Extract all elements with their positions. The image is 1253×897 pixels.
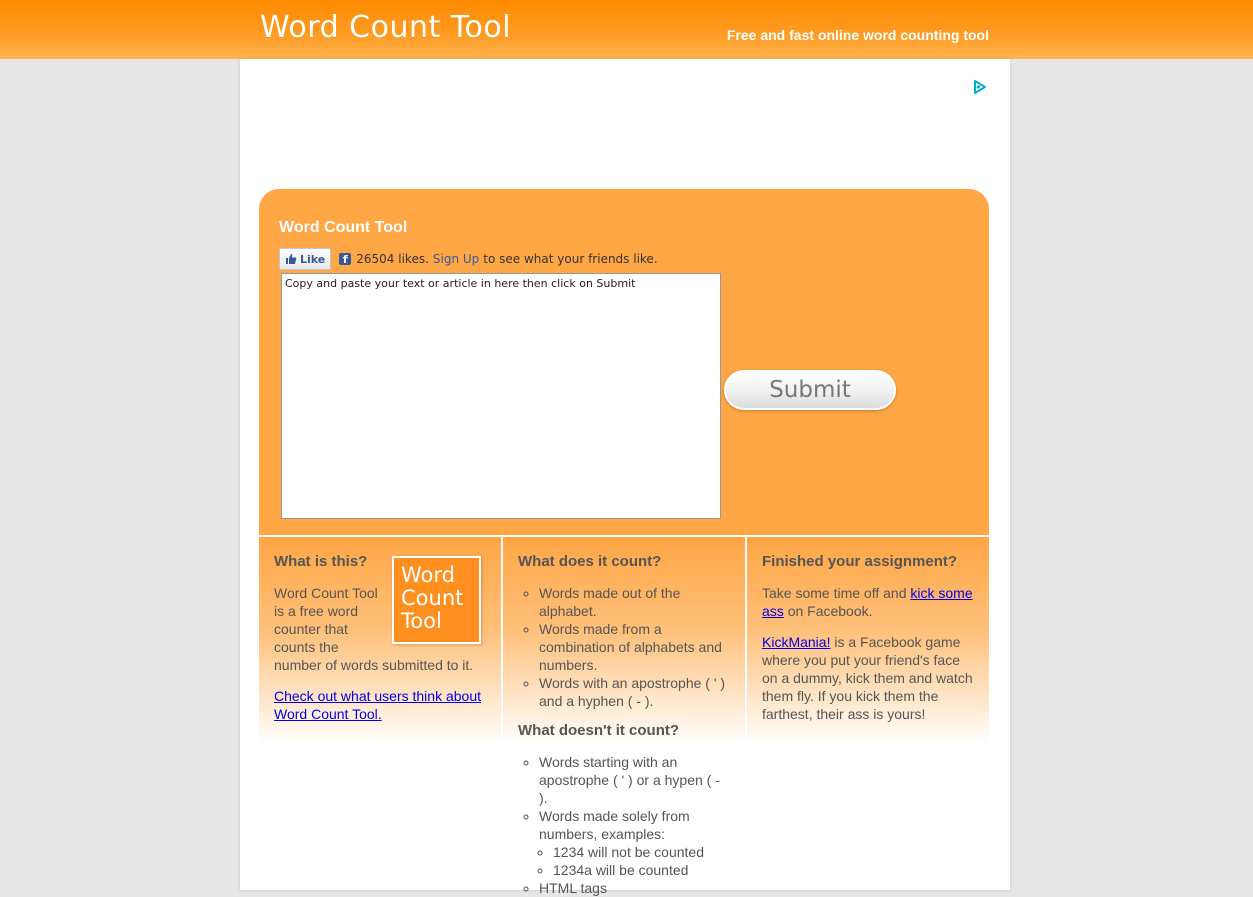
list-item: ◦ Words made solely from numbers, examples: ◦ 1234 will not be counted ◦ 1234a will be counted [539,807,730,879]
site-tagline: Free and fast online word counting tool [726,27,989,43]
tool-title: Word Count Tool [279,219,408,236]
site-header [0,0,1253,59]
info-columns [259,537,989,896]
finished-assignment-column: Finished your assignment? Take some time off and kick some ass on Facebook. KickMania! is a Facebook game where you put your friend's face on a dummy, kick them and watch them fly. If you kick them the farthest, their ass is yours! [747,537,989,890]
word-count-tool-logo: Word Count Tool [392,556,481,644]
what-is-this-heading: What is this? [274,553,368,570]
facebook-like-bar [279,247,658,271]
site-logo[interactable]: Word Count Tool [260,10,512,45]
kick-some-ass-link[interactable]: kick some ass [762,585,973,619]
what-not-counts-heading: What doesn't it count? [518,722,680,739]
page-container [240,59,1010,896]
text-input-area[interactable] [281,273,721,519]
not-counted-list [518,753,730,897]
list-item: ◦ HTML tags [539,879,730,897]
list-item: ◦ Words starting with an apostrophe ( ' ) or a hypen ( - ). [539,753,730,807]
facebook-icon: f [339,253,351,265]
word-count-panel [259,189,989,535]
what-does-it-count-column [503,537,745,896]
what-is-this-text-cont: number of words submitted to it. [274,657,474,673]
list-item: ◦ Words made from a combination of alphabets and numbers. [539,620,730,674]
what-counts-heading: What does it count? [518,553,662,570]
likes-count: 26504 likes. [356,252,429,266]
submit-button[interactable]: Submit [724,370,896,410]
facebook-friends-text: to see what your friends like. [483,252,658,266]
like-button-label: Like [300,252,326,266]
examples-list [539,843,730,879]
list-item: ◦ 1234 will not be counted [553,843,730,861]
list-item: ◦ 1234a will be counted [553,861,730,879]
counted-list [518,584,730,710]
list-item: ◦ Words made out of the alphabet. [539,584,730,620]
user-reviews-link[interactable]: Check out what users think about Word Count Tool. [274,688,482,722]
facebook-signup-link[interactable]: Sign Up [432,252,480,266]
adchoices-icon[interactable] [972,79,988,95]
thumbs-up-icon [285,253,297,265]
facebook-like-button[interactable] [279,248,331,270]
what-is-this-text: Word Count Tool is a free word counter that counts the [274,585,378,655]
finished-assignment-heading: Finished your assignment? [762,553,958,570]
list-item: ◦ Words with an apostrophe ( ' ) and a hyphen ( - ). [539,674,730,710]
kickmania-link[interactable]: KickMania! [762,634,831,650]
what-is-this-column [259,537,501,890]
